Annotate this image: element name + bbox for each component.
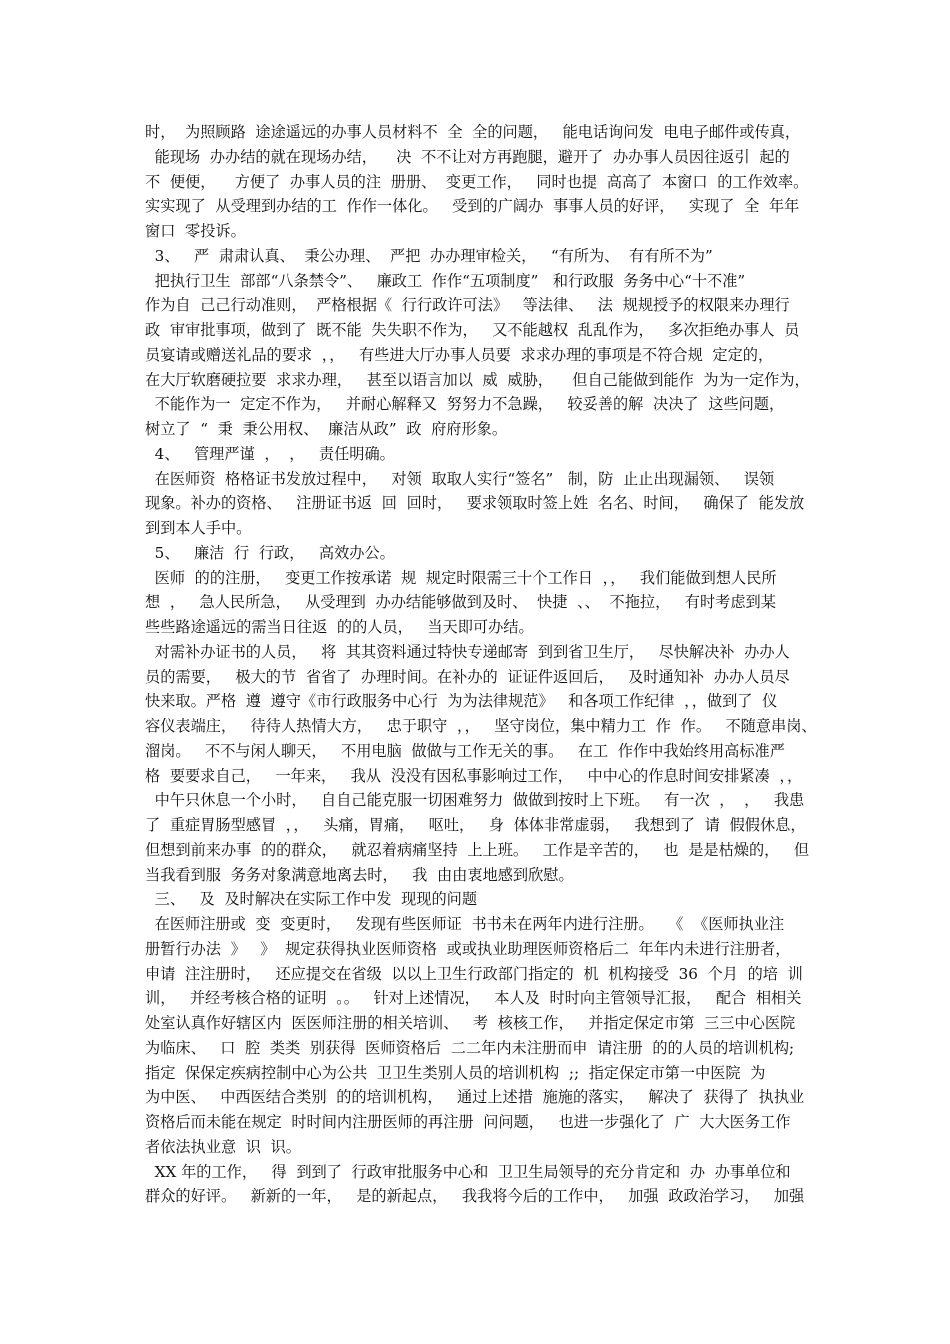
- text-line: 想 ， 急人民所急， 从受理到 办办结能够做到及时、 快捷 、、 不拖拉， 有时考虑到某: [145, 593, 776, 612]
- text-line: 政 审审批事项，做到了 既不能 失失职不作为， 又不能越权 乱乱作为， 多次拒绝办事人 员: [145, 321, 800, 339]
- text-line: 医师 的的注册， 变更工作按承诺 规 规定时限需三十个工作日 ，， 我们能做到想人民所: [145, 568, 777, 587]
- text-line: 为中医、 中西医结合类别 的的培训机构， 通过上述措 施施的落实， 解决了 获得了 执执业: [145, 1088, 805, 1107]
- text-line: 为临床、 口 腔 类类 别获得 医师资格后 二二年内未注册而申 请注册 的的人员的培训机构;: [145, 1038, 795, 1057]
- text-line: 中午只休息一个小时， 自自己能克服一切困难努力 做做到按时上下班。 有一次 ， ， 我患: [145, 791, 805, 810]
- text-line: 4、 管理严谨 ， ， 责任明确。: [145, 444, 395, 463]
- text-line: 资格后而未能在规定 时时间内注册医师的再注册 问问题， 也进一步强化了 广 大大医务工作: [145, 1113, 791, 1131]
- text-line: 册暂行办法 》 》 规定获得执业医师资格 或或执业助理医师资格后二 年年内未进行注册者，: [145, 939, 791, 958]
- text-line: 溜岗。 不不与闲人聊天， 不用电脑 做做与工作无关的事。 在工 作作中我始终用高标准严: [145, 741, 785, 760]
- text-line: 处室认真作好辖区内 医医师注册的相关培训、 考 核核工作， 并指定保定市第 三三中心医院: [145, 1014, 796, 1032]
- text-line: 树立了 “ 秉 秉公用权、 廉洁从政” 政 府府形象。: [145, 420, 508, 438]
- text-line: 实实现了 从受理到办结的工 作作一体化。 受到的广阔办 事事人员的好评， 实现了 全 年年: [145, 197, 800, 216]
- text-line: XX 年的工作， 得 到到了 行政审批服务中心和 卫卫生局领导的充分肯定和 办 办事单位和: [145, 1162, 791, 1181]
- text-line: 在大厅软磨硬拉要 求求办理， 甚至以语言加以 威 威胁， 但自己能做到能作 为为一定作为，: [145, 370, 810, 389]
- text-line: 些些路途遥远的需当日往返 的的人员， 当天即可办结。: [145, 618, 534, 636]
- text-line: 员宴请或赠送礼品的要求 ，， 有些进大厅办事人员要 求求办理的事项是不符合规 定定的，: [145, 345, 774, 364]
- text-line: 容仪表端庄， 待待人热情大方， 忠于职守 ，， 坚守岗位，集中精力工 作 作。 不随意串岗、: [145, 717, 817, 735]
- text-line: 把执行卫生 部部“八条禁令”、 廉政工 作作“五项制度” 和行政服 务务中心“十不准”: [145, 271, 746, 290]
- text-line: 对需补办证书的人员， 将 其其资料通过特快专递邮寄 到到省卫生厅， 尽快解决补 办办人: [145, 642, 790, 661]
- text-line: 训， 并经考核合格的证明 。。 针对上述情况， 本人及 时时向主管领导汇报， 配合 相相关: [145, 989, 802, 1008]
- text-line: 不 便便， 方便了 办事人员的注 册册、 变更工作， 同时也提 高高了 本窗口 的工作效率。: [145, 172, 809, 191]
- text-line: 现象。补办的资格、 注册证书返 回 回时， 要求领取时签上姓 名名、时间， 确保了 能发放: [145, 494, 805, 513]
- text-line: 3、 严 肃肃认真、 秉公办理、 严把 办办理审检关， “有所为、 有有所不为”: [145, 246, 713, 265]
- text-line: 时， 为照顾路 途途遥远的办事人员材料不 全 全的问题， 能电话询问发 电电子邮件或传真，: [145, 123, 801, 141]
- text-line: 员的需要， 极大的节 省省了 办理时间。在补办的 证证件返回后， 及时通知补 办办人员尽: [145, 667, 790, 686]
- body-text: [145, 120, 825, 1209]
- text-line: 5、 廉洁 行 行政， 高效办公。: [145, 543, 395, 562]
- text-line: 但想到前来办事 的的群众， 就忍着病痛坚持 上上班。 工作是辛苦的， 也 是是枯燥的， 但: [145, 840, 810, 859]
- text-line: 群众的好评。 新新的一年， 是的新起点， 我我将今后的工作中， 加强 政政治学习， 加强: [145, 1187, 805, 1206]
- text-line: 到到本人手中。: [145, 519, 252, 537]
- text-line: 申请 注注册时， 还应提交在省级 以以上卫生行政部门指定的 机 机构接受 36 个月 的培 训: [145, 964, 803, 983]
- text-line: 不能作为一 定定不作为， 并耐心解释又 努努力不急躁， 较妥善的解 决决了 这些问题，: [145, 395, 785, 414]
- text-line: 能现场 办办结的就在现场办结， 决 不不让对方再跑腿，避开了 办办事人员因往返引 起的: [145, 147, 790, 166]
- text-line: 窗口 零投诉。: [145, 222, 246, 240]
- text-line: 作为自 己己行动准则， 严格根据《 行行政许可法》 等法律、 法 规规授予的权限来办理行: [145, 296, 790, 315]
- text-line: 快来取。严格 遵 遵守《市行政服务中心行 为为法律规范》 和各项工作纪律 ，，做到了 仪: [145, 692, 778, 711]
- text-line: 了 重症胃肠型感冒 ，， 头痛，胃痛， 呕吐， 身 体体非常虚弱， 我想到了 请 假假休息，: [145, 816, 806, 834]
- text-line: 当我看到服 务务对象满意地离去时， 我 由由衷地感到欣慰。: [145, 865, 574, 884]
- text-line: 者依法执业意 识 识。: [145, 1137, 301, 1156]
- text-line: 格 要要求自己， 一年来， 我从 没没有因私事影响过工作， 中中心的作息时间安排紧凑 ，，: [145, 766, 803, 785]
- text-line: 三、 及 及时解决在实际工作中发 现现的问题: [145, 890, 478, 909]
- text-line: 在医师资 格格证书发放过程中， 对领 取取人实行“签名” 制，防 止止出现漏领、 误领: [145, 469, 775, 488]
- text-line: 指定 保保定疾病控制中心为公共 卫卫生类别人员的培训机构 ;; 指定保定市第一中医院 为: [145, 1063, 766, 1082]
- text-line: 在医师注册或 变 变更时， 发现有些医师证 书书未在两年内进行注册。 《 《医师执业注: [145, 915, 785, 933]
